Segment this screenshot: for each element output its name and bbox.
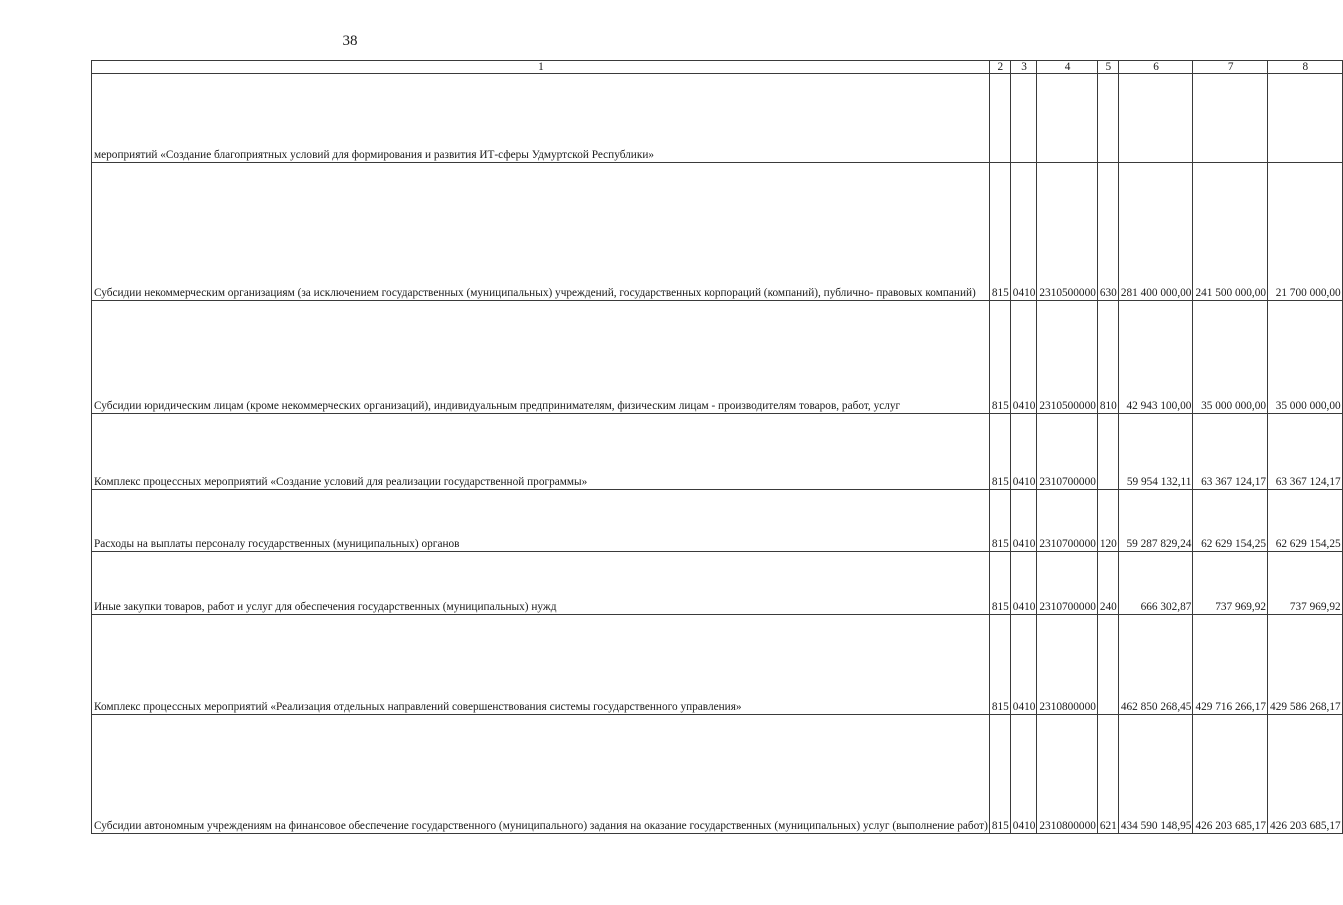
expense-type-code: 621 [1097, 715, 1118, 834]
amount-year-3: 737 969,92 [1268, 552, 1343, 615]
expense-type-code: 810 [1097, 301, 1118, 414]
section-code: 0410 [1010, 301, 1037, 414]
table-row [92, 301, 1343, 414]
target-article-code: 2310800000 [1037, 615, 1097, 715]
amount-year-3 [1268, 74, 1343, 163]
target-article-code: 2310500000 [1037, 301, 1097, 414]
amount-year-1: 42 943 100,00 [1118, 301, 1193, 414]
expense-type-code: 240 [1097, 552, 1118, 615]
amount-year-3: 429 586 268,17 [1268, 615, 1343, 715]
column-header-6: 6 [1118, 61, 1193, 74]
expense-type-code [1097, 414, 1118, 490]
ministry-code: 815 [989, 715, 1010, 834]
amount-year-2: 35 000 000,00 [1193, 301, 1268, 414]
target-article-code [1037, 74, 1097, 163]
row-description: Субсидии автономным учреждениям на финансовое обеспечение государственного (муниципального) задания на оказание государственных (муниципальных) услуг (выполнение работ) [92, 715, 990, 834]
amount-year-1: 666 302,87 [1118, 552, 1193, 615]
column-number-row [92, 61, 1343, 74]
ministry-code: 815 [989, 301, 1010, 414]
expense-type-code [1097, 74, 1118, 163]
ministry-code: 815 [989, 552, 1010, 615]
row-description: мероприятий «Создание благоприятных условий для формирования и развития ИТ-сферы Удмуртской Республики» [92, 74, 990, 163]
section-code: 0410 [1010, 490, 1037, 552]
budget-table [91, 60, 1343, 834]
ministry-code: 815 [989, 163, 1010, 301]
amount-year-2: 737 969,92 [1193, 552, 1268, 615]
row-description: Иные закупки товаров, работ и услуг для обеспечения государственных (муниципальных) нужд [92, 552, 990, 615]
table-row [92, 552, 1343, 615]
table-row [92, 163, 1343, 301]
column-header-1: 1 [92, 61, 990, 74]
table-row [92, 74, 1343, 163]
section-code: 0410 [1010, 615, 1037, 715]
ministry-code [989, 74, 1010, 163]
table-row [92, 715, 1343, 834]
section-code: 0410 [1010, 715, 1037, 834]
amount-year-2: 62 629 154,25 [1193, 490, 1268, 552]
column-header-7: 7 [1193, 61, 1268, 74]
amount-year-1: 281 400 000,00 [1118, 163, 1193, 301]
ministry-code: 815 [989, 490, 1010, 552]
amount-year-2: 429 716 266,17 [1193, 615, 1268, 715]
target-article-code: 2310500000 [1037, 163, 1097, 301]
target-article-code: 2310700000 [1037, 552, 1097, 615]
amount-year-3: 21 700 000,00 [1268, 163, 1343, 301]
column-header-2: 2 [989, 61, 1010, 74]
section-code: 0410 [1010, 163, 1037, 301]
amount-year-3: 35 000 000,00 [1268, 301, 1343, 414]
table-row [92, 414, 1343, 490]
target-article-code: 2310800000 [1037, 715, 1097, 834]
amount-year-3: 63 367 124,17 [1268, 414, 1343, 490]
expense-type-code: 630 [1097, 163, 1118, 301]
amount-year-2: 241 500 000,00 [1193, 163, 1268, 301]
row-description: Субсидии некоммерческим организациям (за исключением государственных (муниципальных) учреждений, государственных корпораций (компаний), публично- правовых компаний) [92, 163, 990, 301]
amount-year-1: 462 850 268,45 [1118, 615, 1193, 715]
column-header-5: 5 [1097, 61, 1118, 74]
column-header-3: 3 [1010, 61, 1037, 74]
row-description: Комплекс процессных мероприятий «Реализация отдельных направлений совершенствования системы государственного управления» [92, 615, 990, 715]
target-article-code: 2310700000 [1037, 490, 1097, 552]
target-article-code: 2310700000 [1037, 414, 1097, 490]
row-description: Расходы на выплаты персоналу государственных (муниципальных) органов [92, 490, 990, 552]
amount-year-3: 426 203 685,17 [1268, 715, 1343, 834]
amount-year-1: 434 590 148,95 [1118, 715, 1193, 834]
table-row [92, 490, 1343, 552]
row-description: Субсидии юридическим лицам (кроме некоммерческих организаций), индивидуальным предпринимателям, физическим лицам - производителям товаров, работ, услуг [92, 301, 990, 414]
amount-year-2: 63 367 124,17 [1193, 414, 1268, 490]
ministry-code: 815 [989, 615, 1010, 715]
amount-year-3: 62 629 154,25 [1268, 490, 1343, 552]
amount-year-2 [1193, 74, 1268, 163]
amount-year-1: 59 287 829,24 [1118, 490, 1193, 552]
amount-year-1: 59 954 132,11 [1118, 414, 1193, 490]
section-code: 0410 [1010, 414, 1037, 490]
section-code [1010, 74, 1037, 163]
expense-type-code [1097, 615, 1118, 715]
section-code: 0410 [1010, 552, 1037, 615]
table-row [92, 615, 1343, 715]
ministry-code: 815 [989, 414, 1010, 490]
amount-year-1 [1118, 74, 1193, 163]
column-header-4: 4 [1037, 61, 1097, 74]
amount-year-2: 426 203 685,17 [1193, 715, 1268, 834]
column-header-8: 8 [1268, 61, 1343, 74]
row-description: Комплекс процессных мероприятий «Создание условий для реализации государственной программы» [92, 414, 990, 490]
expense-type-code: 120 [1097, 490, 1118, 552]
page-number: 38 [342, 33, 358, 49]
